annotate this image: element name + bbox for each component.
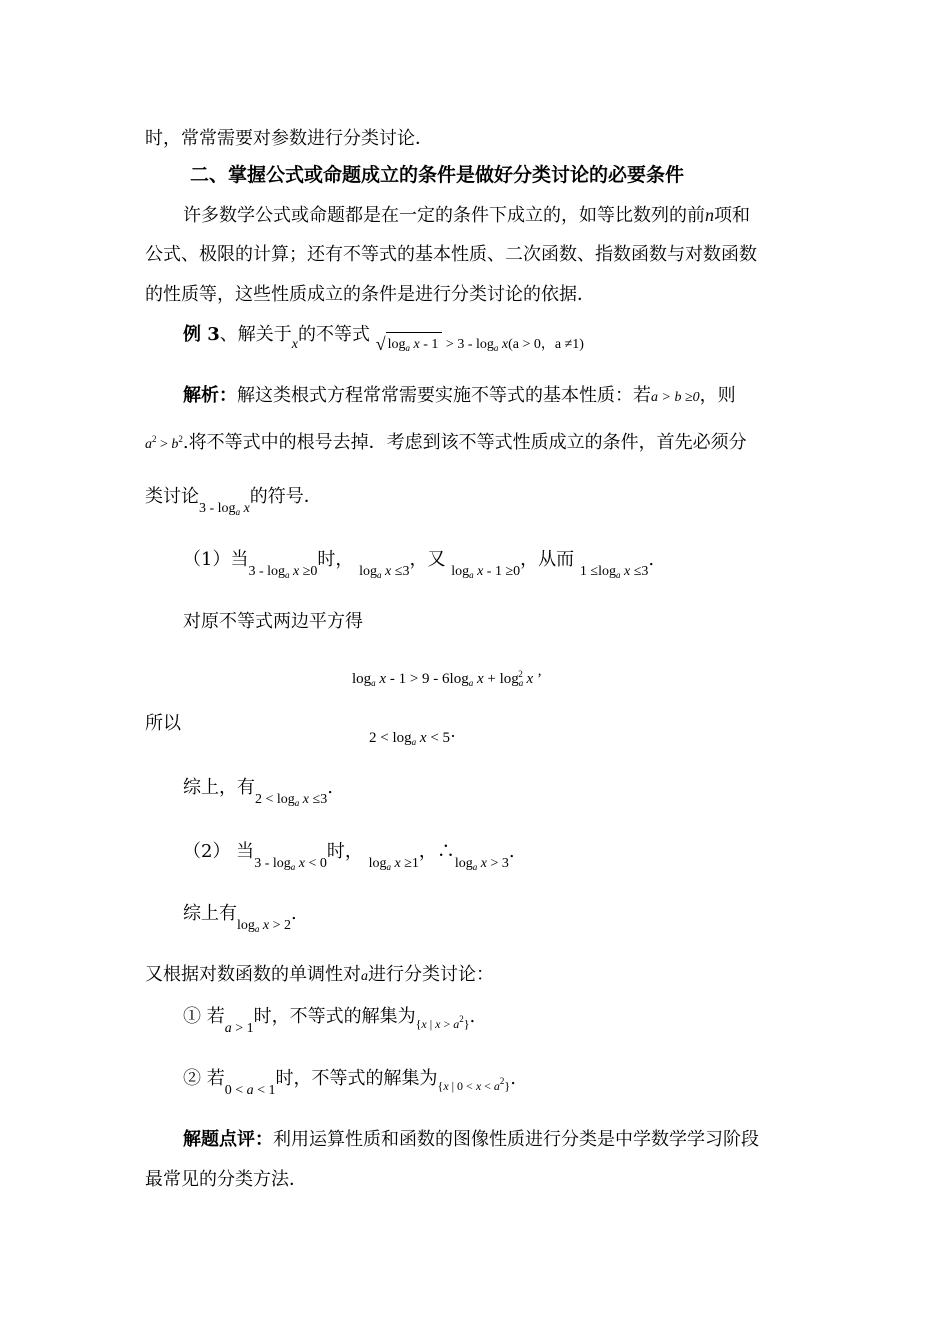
example-line: [183, 323, 584, 360]
analysis-line: [183, 384, 736, 410]
text: .: [648, 549, 655, 570]
text: 所以: [145, 713, 181, 734]
case-line: [183, 548, 654, 587]
text-line: [145, 243, 757, 267]
text: ，又: [409, 549, 446, 570]
math: a > b ≥0: [651, 390, 700, 405]
text: （1）当: [183, 549, 249, 570]
math: a > 1: [224, 1021, 254, 1036]
formula: $2 < \log_a x < 5\cdot$: [369, 726, 457, 747]
case-line: [183, 1067, 516, 1103]
section-heading: [190, 163, 684, 187]
math-var: a: [361, 969, 368, 984]
text: 时，: [326, 841, 363, 862]
text: 的性质等，这些性质成立的条件是进行分类讨论的依据．: [145, 284, 595, 305]
text: 的不等式: [298, 324, 371, 345]
math: loga x > 2: [237, 918, 292, 934]
math: loga x - 1 ≥0: [451, 564, 521, 580]
text: 公式、极限的计算；还有不等式的基本性质、二次函数、指数函数与对数函数: [145, 244, 757, 265]
text-line: [183, 203, 750, 228]
inequality-formula: √ loga x - 1 > 3 - loga x(a > 0，a ≠1): [376, 337, 584, 352]
math: 3 - loga x ≥0: [248, 564, 318, 580]
math: loga x ≥1: [368, 856, 419, 872]
text: .: [508, 841, 515, 862]
text: ，则: [699, 385, 736, 406]
text: 最常见的分类方法．: [145, 1169, 307, 1190]
text: （2） 当: [183, 841, 255, 862]
text: 又根据对数函数的单调性对: [145, 964, 361, 985]
text: .: [510, 1068, 516, 1089]
text: 综上有: [183, 903, 237, 924]
text: .: [291, 903, 297, 924]
text: 利用运算性质和函数的图像性质进行分类是中学数学学习阶段: [273, 1129, 759, 1150]
text-line: [145, 427, 747, 457]
text-line: [145, 963, 494, 989]
math-var: n: [705, 205, 714, 225]
text: 进行分类讨论：: [368, 964, 494, 985]
math: $a^2 > b^2$: [145, 434, 183, 452]
text-line: [145, 127, 433, 151]
text: .将不等式中的根号去掉．考虑到该不等式性质成立的条件，首先必须分: [182, 432, 747, 453]
text-line: [183, 776, 333, 815]
text: 项和: [714, 205, 750, 226]
text: 时，: [317, 549, 354, 570]
math: 0 < a < 1: [224, 1083, 276, 1098]
text: 综上，有: [183, 777, 255, 798]
text: 时，常常需要对参数进行分类讨论．: [145, 128, 433, 149]
comment-label: 解题点评：: [183, 1129, 273, 1150]
math: {x | 0 < x < a2}: [437, 1076, 511, 1093]
math: {x | x > a2}: [415, 1014, 470, 1031]
math: 2 < loga x ≤3: [255, 792, 328, 808]
math: loga x > 3: [454, 856, 509, 872]
analysis-label: 解析：: [183, 385, 237, 406]
text: ，从而: [520, 549, 575, 570]
heading-text: 二、掌握公式或命题成立的条件是做好分类讨论的必要条件: [190, 164, 685, 186]
text-line: [145, 485, 322, 524]
text-line: [183, 902, 297, 941]
text: 时，不等式的解集为: [253, 1006, 416, 1027]
example-label: 例 3: [183, 324, 220, 345]
math: loga x ≤3: [359, 564, 410, 580]
text: .: [469, 1006, 476, 1027]
text: ，∴: [418, 841, 455, 862]
formula: $\log_a x - 1 > 9 - 6\log_a$ $x + \log_a^2 x$ ’: [352, 669, 542, 688]
text-line: [145, 712, 181, 736]
condition: (a > 0，a ≠1): [508, 337, 584, 352]
case-line: [183, 840, 515, 879]
text: 解这类根式方程常常需要实施不等式的基本性质：若: [237, 385, 651, 406]
math: 3 - loga x: [199, 501, 250, 517]
text: 、解关于: [219, 324, 292, 345]
text: .: [327, 777, 333, 798]
text: 的符号．: [249, 486, 322, 507]
text: 对原不等式两边平方得: [183, 611, 363, 632]
text-line: [183, 610, 363, 634]
text: ② 若: [183, 1068, 225, 1089]
math-var: x: [291, 337, 299, 352]
math: 3 - loga x < 0: [254, 856, 327, 872]
text: 类讨论: [145, 486, 199, 507]
comment-line: [183, 1128, 759, 1152]
text-line: [145, 1168, 307, 1192]
case-line: [183, 1005, 475, 1041]
text: 许多数学公式或命题都是在一定的条件下成立的，如等比数列的前: [183, 205, 705, 226]
text: ① 若: [183, 1006, 225, 1027]
text-line: [145, 283, 595, 307]
math: 1 ≤loga x ≤3: [579, 564, 649, 580]
text: 时，不等式的解集为: [275, 1068, 438, 1089]
